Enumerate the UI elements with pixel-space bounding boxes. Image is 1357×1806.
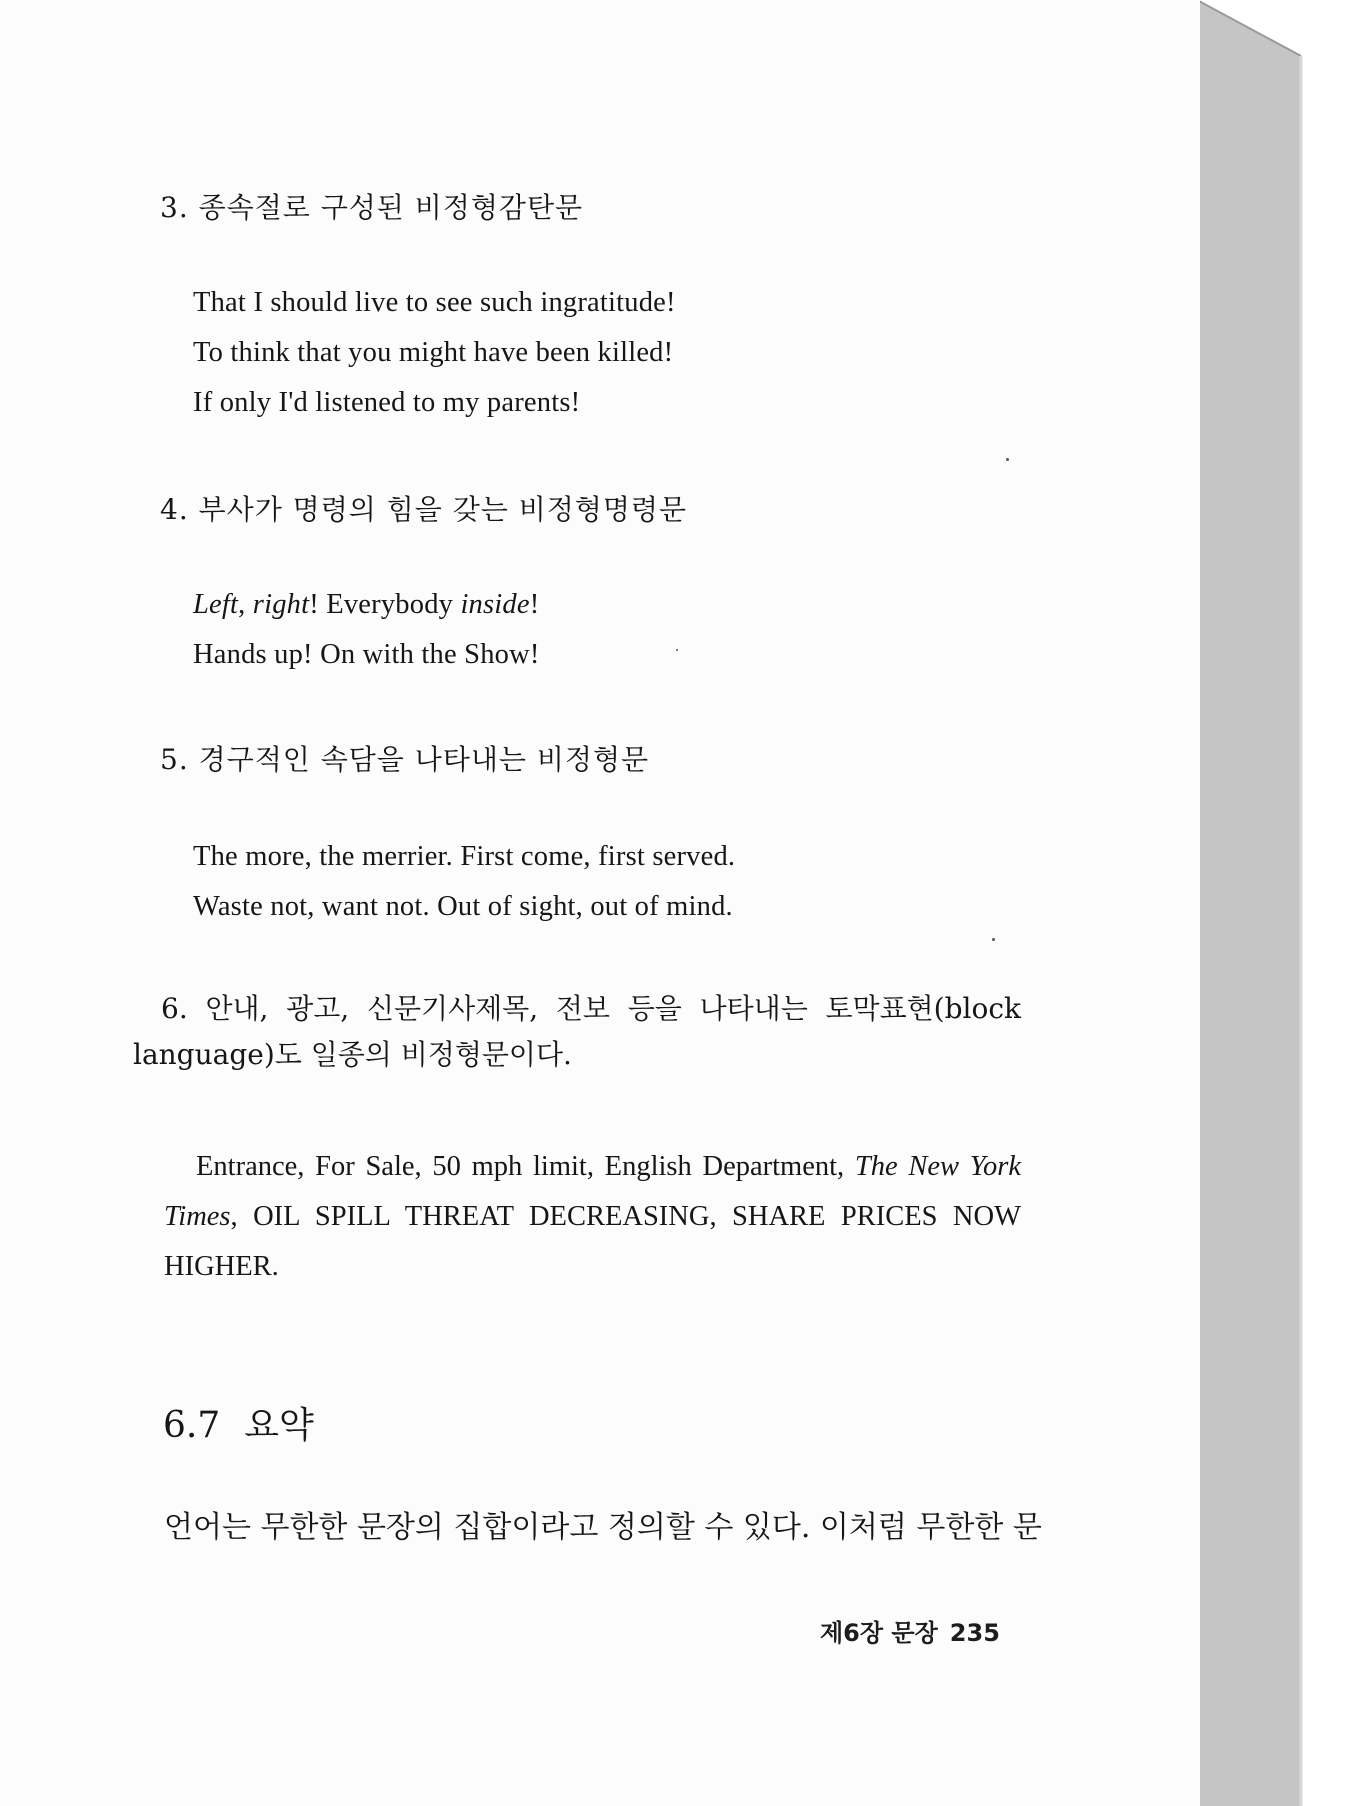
example-line: HIGHER.	[164, 1251, 279, 1282]
heading-4: 4. 부사가 명령의 힘을 갖는 비정형명령문	[160, 493, 687, 526]
page-number: 235	[949, 1619, 1000, 1647]
italic-right: right	[252, 589, 310, 620]
comma: ,	[238, 589, 253, 620]
examples-3	[193, 278, 676, 428]
paragraph-6-line-2: language)도 일종의 비정형문이다.	[133, 1038, 572, 1071]
example-line: Waste not, want not. Out of sight, out of mind.	[193, 891, 733, 922]
signs-text: Entrance, For Sale, 50 mph limit, English Department,	[196, 1151, 855, 1182]
paragraph-6	[133, 986, 1021, 1078]
italic-inside: inside	[460, 589, 530, 620]
scan-speck	[1006, 458, 1009, 461]
examples-6	[164, 1142, 1021, 1292]
section-name: 요약	[244, 1405, 314, 1446]
heading-5: 5. 경구적인 속담을 나타내는 비정형문	[160, 743, 650, 776]
scan-speck	[992, 938, 995, 941]
example-line	[193, 580, 540, 630]
newspaper-name: The New York	[854, 1151, 1021, 1182]
scan-speck	[676, 649, 678, 651]
examples-5	[193, 832, 735, 932]
exclamation: !	[529, 589, 540, 620]
summary-paragraph: 언어는 무한한 문장의 집합이라고 정의할 수 있다. 이처럼 무한한 문	[164, 1510, 1042, 1545]
example-line: To think that you might have been killed!	[193, 337, 674, 368]
section-number: 6.7	[163, 1405, 221, 1446]
everybody-text: ! Everybody	[309, 589, 461, 620]
example-line: The more, the merrier. First come, first served.	[193, 841, 736, 872]
example-line: That I should live to see such ingratitude!	[193, 287, 676, 318]
headline-text: , OIL SPILL THREAT DECREASING, SHARE PRICES NOW	[230, 1201, 1021, 1232]
italic-left: Left	[193, 589, 239, 620]
section-title	[163, 1397, 314, 1448]
chapter-label: 제6장 문장	[820, 1619, 938, 1647]
newspaper-name-cont: Times	[164, 1201, 231, 1232]
example-line: Hands up! On with the Show!	[193, 639, 540, 670]
paragraph-6-line-1: 6. 안내, 광고, 신문기사제목, 전보 등을 나타내는 토막표현(block	[161, 992, 1021, 1025]
example-line	[164, 1192, 1021, 1242]
examples-4	[193, 580, 540, 680]
example-line	[164, 1142, 1021, 1192]
heading-3: 3. 종속절로 구성된 비정형감탄문	[160, 191, 584, 224]
example-line: If only I'd listened to my parents!	[193, 387, 581, 418]
page-footer	[820, 1613, 1000, 1648]
